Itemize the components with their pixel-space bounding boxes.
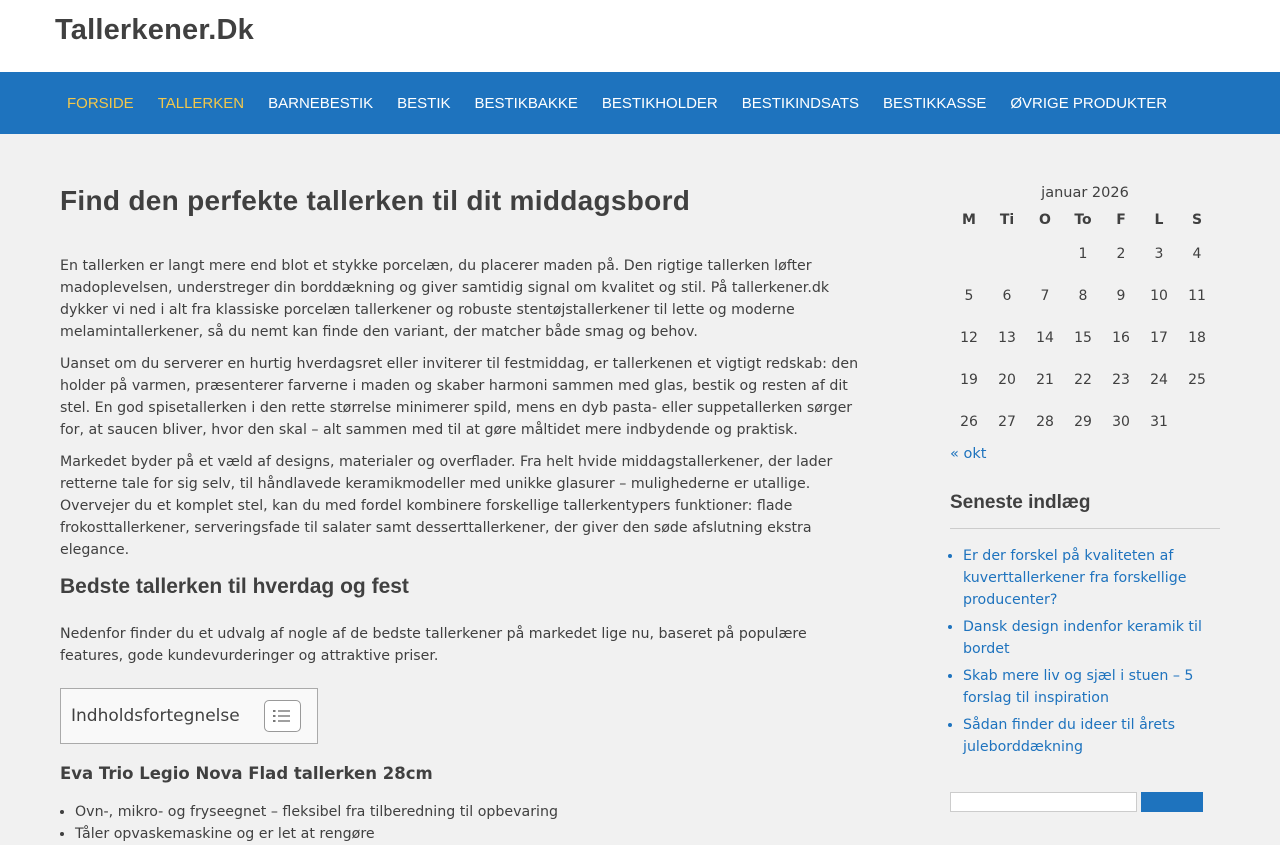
nav-item-forside[interactable]: FORSIDE bbox=[67, 94, 134, 112]
weekday-header: To bbox=[1074, 212, 1092, 228]
intro-paragraph-2: Uanset om du serverer en hurtig hverdagsret eller inviterer til festmiddag, er tallerkenen et vigtigt redskab: den holder på varmen, præsenterer farverne i maden og skaber harmoni sammen med glas, bestik og resten af dit stel. En god spisetallerken i den rette størrelse minimerer spild, mens en dyb pasta- eller suppetallerken sørger for, at saucen bliver, hvor den skal – alt sammen med til at gøre måltidet mere indbydende og praktisk. bbox=[60, 356, 859, 438]
calendar-day: 2 bbox=[1116, 246, 1126, 262]
feature-item: • Tåler opvaskemaskine og er let at rengøre bbox=[75, 823, 872, 845]
recent-post-link[interactable]: • Dansk design indenfor keramik til bordet bbox=[963, 616, 1220, 660]
calendar-day: 28 bbox=[1036, 414, 1054, 430]
intro-paragraph-3: Markedet byder på et væld af designs, materialer og overflader. Fra helt hvide middagstallerkener, der lader retterne tale for sig selv, til håndlavede keramikmodeller med unikke glasurer – mulighederne er utallige. Overvejer du et komplet stel, kan du med fordel kombinere forskellige tallerkentypers funktioner: flade frokosttallerkener, serveringsfade til salater samt desserttallerkener, der giver den søde afslutning ekstra elegance. bbox=[60, 454, 833, 558]
nav-item-tallerken[interactable]: TALLERKEN bbox=[157, 94, 245, 112]
nav-item-barnebestik[interactable]: BARNEBESTIK bbox=[268, 94, 374, 112]
calendar-day: 7 bbox=[1040, 288, 1050, 304]
site-title[interactable]: Tallerkener.Dk bbox=[55, 14, 254, 46]
calendar-caption: januar 2026 bbox=[1041, 185, 1129, 201]
recent-post-link[interactable]: • Er der forskel på kvaliteten af kuverttallerkener fra forskellige producenter? bbox=[963, 545, 1220, 611]
page-title: Find den perfekte tallerken til dit middagsbord bbox=[60, 185, 691, 216]
intro-paragraph-1: En tallerken er langt mere end blot et stykke porcelæn, du placerer maden på. Den rigtige tallerken løfter madoplevelsen, understreger din borddækning og giver samtidig signal om kvalitet og stil. På tallerkener.dk dykker vi ned i alt fra klassiske porcelæn tallerkener og robuste stentøjstallerkener til lette og moderne melamintallerkener, så du nemt kan finde den variant, der matcher både smag og behov. bbox=[60, 258, 830, 340]
calendar-day: 17 bbox=[1150, 330, 1168, 346]
calendar-day: 14 bbox=[1036, 330, 1054, 346]
recent-post-link[interactable]: • Sådan finder du ideer til årets juleborddækning bbox=[963, 714, 1220, 758]
calendar-day: 4 bbox=[1192, 246, 1202, 262]
weekday-header: L bbox=[1154, 212, 1164, 228]
calendar-day: 6 bbox=[1002, 288, 1012, 304]
site-header bbox=[0, 0, 1280, 72]
calendar-day: 18 bbox=[1188, 330, 1206, 346]
nav-item-bestikholder[interactable]: BESTIKHOLDER bbox=[601, 94, 718, 112]
calendar-weekdays bbox=[950, 207, 1216, 233]
calendar-day: 29 bbox=[1074, 414, 1092, 430]
main-nav bbox=[0, 72, 1280, 134]
calendar-day: 27 bbox=[998, 414, 1016, 430]
calendar-day: 15 bbox=[1074, 330, 1092, 346]
list-icon bbox=[272, 708, 292, 724]
calendar-day: 13 bbox=[998, 330, 1016, 346]
calendar-week bbox=[950, 359, 1216, 401]
calendar-day: 5 bbox=[964, 288, 974, 304]
main-content bbox=[60, 185, 872, 845]
calendar-day: 12 bbox=[960, 330, 978, 346]
calendar-day bbox=[988, 233, 1026, 275]
nav-item-bestikindsats[interactable]: BESTIKINDSATS bbox=[741, 94, 859, 112]
weekday-header: S bbox=[1191, 212, 1203, 228]
calendar-week bbox=[950, 233, 1216, 275]
calendar-week bbox=[950, 401, 1216, 443]
search-button[interactable] bbox=[1141, 792, 1203, 812]
calendar-day: 22 bbox=[1074, 372, 1092, 388]
calendar-day: 19 bbox=[960, 372, 978, 388]
calendar-day: 11 bbox=[1188, 288, 1206, 304]
nav-item-bestikbakke[interactable]: BESTIKBAKKE bbox=[474, 94, 578, 112]
calendar-day: 16 bbox=[1112, 330, 1130, 346]
calendar-day: 26 bbox=[960, 414, 978, 430]
recent-post-link[interactable]: • Skab mere liv og sjæl i stuen – 5 forslag til inspiration bbox=[963, 665, 1220, 709]
calendar-day: 8 bbox=[1078, 288, 1088, 304]
toc-title: Indholdsfortegnelse bbox=[71, 706, 240, 726]
weekday-header: O bbox=[1039, 212, 1051, 228]
calendar-day: 25 bbox=[1188, 372, 1206, 388]
search-input[interactable] bbox=[950, 792, 1137, 812]
weekday-header: F bbox=[1116, 212, 1126, 228]
recent-posts-title: Seneste indlæg bbox=[950, 492, 1220, 529]
sidebar bbox=[950, 185, 1220, 763]
calendar-day: 24 bbox=[1150, 372, 1168, 388]
calendar-day: 3 bbox=[1154, 246, 1164, 262]
calendar bbox=[950, 207, 1216, 443]
product-title: Eva Trio Legio Nova Flad tallerken 28cm bbox=[60, 764, 433, 783]
calendar-day bbox=[950, 233, 988, 275]
calendar-day: 30 bbox=[1112, 414, 1130, 430]
calendar-day bbox=[1178, 401, 1216, 443]
calendar-day: 21 bbox=[1036, 372, 1054, 388]
calendar-week bbox=[950, 317, 1216, 359]
calendar-day: 23 bbox=[1112, 372, 1130, 388]
calendar-week bbox=[950, 275, 1216, 317]
calendar-day bbox=[1026, 233, 1064, 275]
recent-posts-list bbox=[963, 545, 1220, 758]
weekday-header: M bbox=[962, 212, 976, 228]
section-intro: Nedenfor finder du et udvalg af nogle af de bedste tallerkener på markedet lige nu, baseret på populære features, gode kundevurderinger og attraktive priser. bbox=[60, 626, 807, 664]
nav-list bbox=[55, 72, 1179, 134]
weekday-header: Ti bbox=[999, 212, 1015, 228]
calendar-day: 1 bbox=[1078, 246, 1088, 262]
nav-item-bestik[interactable]: BESTIK bbox=[397, 94, 451, 112]
calendar-day: 20 bbox=[998, 372, 1016, 388]
product-features bbox=[75, 801, 872, 845]
toc-toggle-button[interactable] bbox=[264, 700, 301, 732]
calendar-day: 31 bbox=[1150, 414, 1168, 430]
calendar-days bbox=[950, 233, 1216, 443]
nav-item-øvrige-produkter[interactable]: ØVRIGE PRODUKTER bbox=[1010, 94, 1168, 112]
sidebar-search bbox=[950, 792, 1203, 812]
feature-item: • Ovn-, mikro- og fryseegnet – fleksibel fra tilberedning til opbevaring bbox=[75, 801, 872, 823]
calendar-day: 10 bbox=[1150, 288, 1168, 304]
table-of-contents bbox=[60, 688, 318, 744]
section-heading: Bedste tallerken til hverdag og fest bbox=[60, 575, 409, 598]
calendar-day: 9 bbox=[1116, 288, 1126, 304]
nav-item-bestikkasse[interactable]: BESTIKKASSE bbox=[883, 94, 987, 112]
calendar-prev-link[interactable]: « okt bbox=[950, 446, 987, 462]
